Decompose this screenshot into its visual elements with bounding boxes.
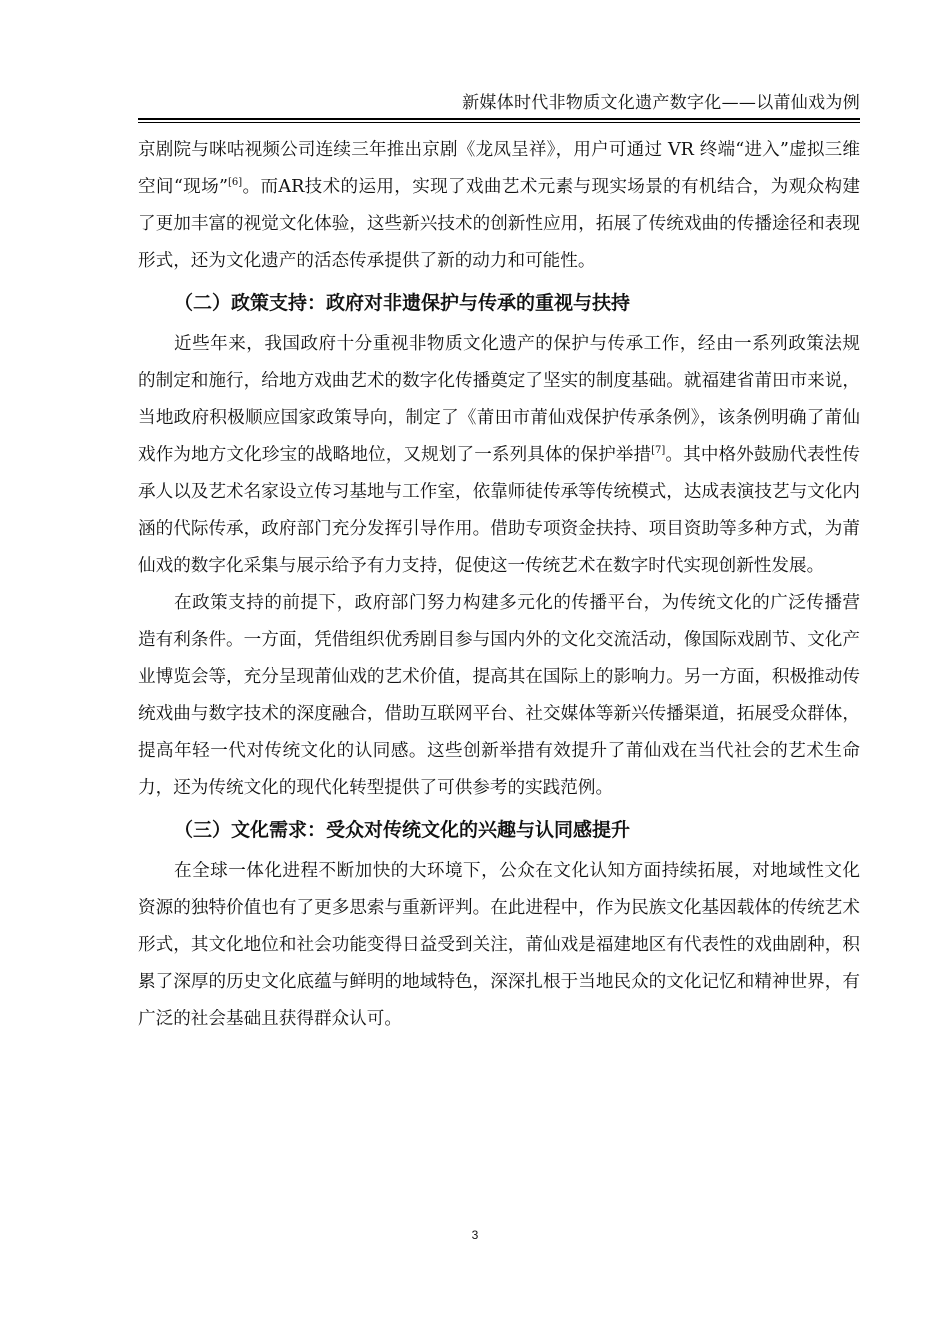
paragraph-policy-platforms: 在政策支持的前提下，政府部门努力构建多元化的传播平台，为传统文化的广泛传播营造有利条件。一方面，凭借组织优秀剧目参与国内外的文化交流活动，像国际戏剧节、文化产业博览会等，充分呈现莆仙戏的艺术价值，提高其在国际上的影响力。另一方面，积极推动传统戏曲与数字技术的深度融合，借助互联网平台、社交媒体等新兴传播渠道，拓展受众群体，提高年轻一代对传统文化的认同感。这些创新举措有效提升了莆仙戏在当代社会的艺术生命力，还为传统文化的现代化转型提供了可供参考的实践范例。 [138, 593, 860, 798]
document-body [138, 132, 860, 1038]
page-number: 3 [471, 1228, 479, 1242]
citation-7: [7] [651, 445, 666, 457]
running-header: 新媒体时代非物质文化遗产数字化——以莆仙戏为例 [462, 93, 860, 113]
citation-6: [6] [228, 177, 243, 189]
paragraph-culture-demand: 在全球一体化进程不断加快的大环境下，公众在文化认知方面持续拓展，对地域性文化资源的独特价值也有了更多思索与重新评判。在此进程中，作为民族文化基因载体的传统艺术形式，其文化地位和社会功能变得日益受到关注，莆仙戏是福建地区有代表性的戏曲剧种，积累了深厚的历史文化底蕴与鲜明的地域特色，深深扎根于当地民众的文化记忆和精神世界，有广泛的社会基础且获得群众认可。 [138, 861, 860, 1029]
header-rule [138, 118, 860, 123]
section-heading-policy: （二）政策支持：政府对非遗保护与传承的重视与扶持 [174, 292, 631, 314]
paragraph-text: 。其中格外鼓励代表性传承人以及艺术名家设立传习基地与工作室，依靠师徒传承等传统模式，达成表演技艺与文化内涵的代际传承，政府部门充分发挥引导作用。借助专项资金扶持、项目资助等多种方式，为莆仙戏的数字化采集与展示给予有力支持，促使这一传统艺术在数字时代实现创新性发展。 [138, 445, 860, 576]
paragraph-policy-regulations [138, 326, 860, 585]
paragraph-text: 。而AR技术的运用，实现了戏曲艺术元素与现实场景的有机结合，为观众构建了更加丰富的视觉文化体验，这些新兴技术的创新性应用，拓展了传统戏曲的传播途径和表现形式，还为文化遗产的活态传承提供了新的动力和可能性。 [138, 177, 860, 271]
paragraph-text: 京剧院与咪咕视频公司连续三年推出京剧《龙凤呈祥》，用户可通过 VR 终端“进入”虚拟三维空间“现场” [138, 140, 860, 197]
paragraph-text: 近些年来，我国政府十分重视非物质文化遗产的保护与传承工作，经由一系列政策法规的制定和施行，给地方戏曲艺术的数字化传播奠定了坚实的制度基础。就福建省莆田市来说，当地政府积极顺应国家政策导向，制定了《莆田市莆仙戏保护传承条例》，该条例明确了莆仙戏作为地方文化珍宝的战略地位，又规划了一系列具体的保护举措 [138, 334, 860, 465]
section-heading-culture: （三）文化需求：受众对传统文化的兴趣与认同感提升 [174, 819, 631, 841]
paragraph-vr-ar [138, 132, 860, 280]
